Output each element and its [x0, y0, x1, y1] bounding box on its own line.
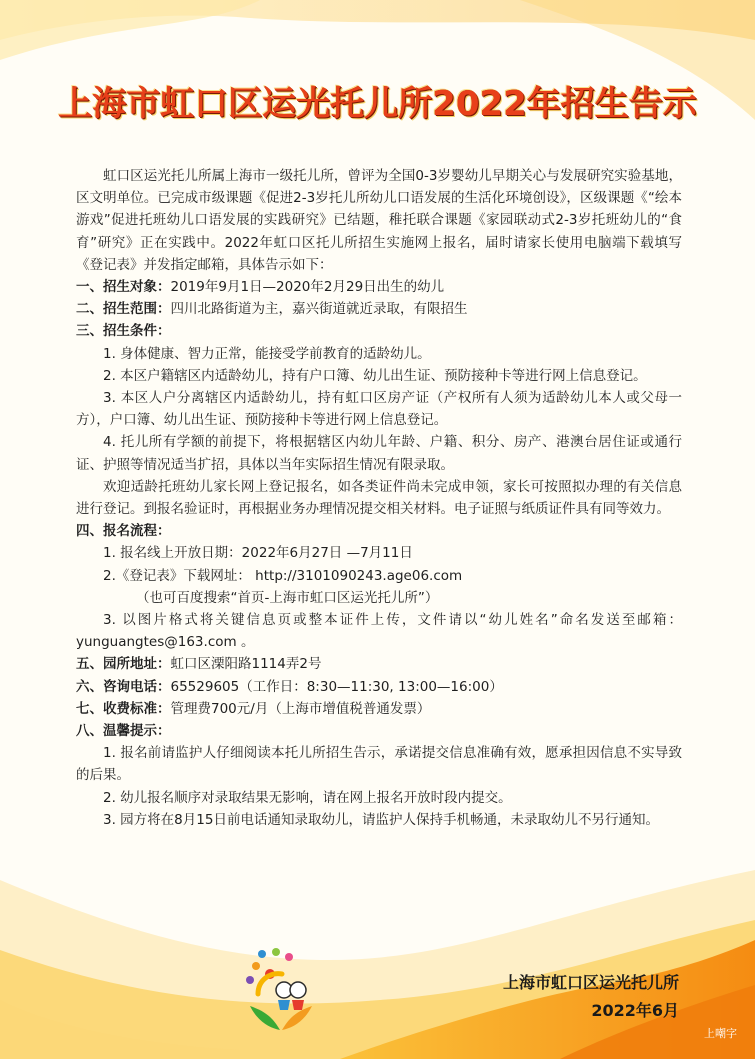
section-heading: 二、招生范围： [76, 301, 171, 318]
signature-organization: 上海市虹口区运光托儿所 [502, 973, 679, 992]
section-admission-range [76, 298, 682, 320]
section-heading: 七、收费标准： [76, 700, 171, 717]
condition-item: 3. 本区人户分离辖区内适龄幼儿，持有虹口区房产证（产权所有人须为适龄幼儿本人或父母一方），户口簿、幼儿出生证、预防接种卡等进行网上信息登记。 [76, 390, 682, 429]
process-item-search-hint: （也可百度搜索“首页-上海市虹口区运光托儿所”） [136, 589, 439, 606]
section-tips [76, 720, 682, 742]
condition-item: 2. 本区户籍辖区内适龄幼儿，持有户口簿、幼儿出生证、预防接种卡等进行网上信息登记。 [103, 367, 647, 384]
section-admission-target [76, 276, 682, 298]
section-heading: 三、招生条件： [76, 323, 171, 340]
section-text: 四川北路街道为主，嘉兴街道就近录取，有限招生 [170, 301, 468, 318]
section-heading: 五、园所地址： [76, 656, 171, 673]
page-title: 上海市虹口区运光托儿所2022年招生告示 [58, 84, 697, 124]
intro-paragraph: 虹口区运光托儿所属上海市一级托儿所，曾评为全国0-3岁婴幼儿早期关心与发展研究实验基地，区文明单位。已完成市级课题《促进2-3岁托儿所幼儿口语发展的生活化环境创设》，区级课题《“绘本游戏”促进托班幼儿口语发展的实践研究》已结题，稚托联合课题《家园联动式2-3岁托班幼儿的“食育”研究》正在实践中。2022年虹口区托儿所招生实施网上报名，届时请家长使用电脑端下载填写《登记表》并发指定邮箱，具体告示如下： [76, 168, 682, 273]
section-admission-conditions [76, 320, 682, 342]
section-registration-process [76, 520, 682, 542]
section-address [76, 653, 682, 675]
condition-item: 1. 身体健康、智力正常，能接受学前教育的适龄幼儿。 [103, 345, 431, 362]
corner-watermark: 上嘲字 [704, 1027, 737, 1040]
process-item: 1. 报名线上开放日期：2022年6月27日 —7月11日 [103, 545, 413, 562]
section-heading: 六、咨询电话： [76, 678, 171, 695]
tip-item: 2. 幼儿报名顺序对录取结果无影响，请在网上报名开放时段内提交。 [103, 789, 512, 806]
section-heading: 一、招生对象： [76, 279, 171, 296]
process-item-email: 3. 以图片格式将关键信息页或整本证件上传，文件请以“幼儿姓名”命名发送至邮箱：yunguangtes@163.com 。 [76, 612, 682, 651]
children-icon [276, 982, 306, 1010]
signature-block [503, 969, 679, 1025]
section-text: 2019年9月1日—2020年2月29日出生的幼儿 [170, 279, 445, 296]
section-heading: 八、温馨提示： [76, 723, 171, 740]
section-text: 虹口区溧阳路1114弄2号 [170, 656, 322, 673]
section-heading: 四、报名流程： [76, 523, 171, 540]
section-text: 管理费700元/月（上海市增值税普通发票） [170, 700, 431, 717]
notice-body [76, 165, 682, 831]
section-fees [76, 698, 682, 720]
tip-item: 3. 园方将在8月15日前电话通知录取幼儿，请监护人保持手机畅通，未录取幼儿不另行通知。 [103, 811, 659, 828]
condition-item: 4. 托儿所有学额的前提下，将根据辖区内幼儿年龄、户籍、积分、房产、港澳台居住证或通行证、护照等情况适当扩招，具体以当年实际招生情况有限录取。 [76, 434, 682, 473]
nursery-logo [240, 944, 322, 1036]
signature-date: 2022年6月 [591, 1001, 679, 1020]
section-phone [76, 676, 682, 698]
section-text: 65529605（工作日：8:30—11:30, 13:00—16:00） [170, 678, 503, 695]
condition-note: 欢迎适龄托班幼儿家长网上登记报名，如各类证件尚未完成申领，家长可按照拟办理的有关信息进行登记。到报名验证时，再根据业务办理情况提交相关材料。电子证照与纸质证件具有同等效力。 [76, 478, 682, 518]
tip-item: 1. 报名前请监护人仔细阅读本托儿所招生告示，承诺提交信息准确有效，愿承担因信息不实导致的后果。 [76, 745, 682, 784]
process-item-download-link[interactable]: 2.《登记表》下载网址： http://3101090243.age06.com [103, 567, 463, 584]
